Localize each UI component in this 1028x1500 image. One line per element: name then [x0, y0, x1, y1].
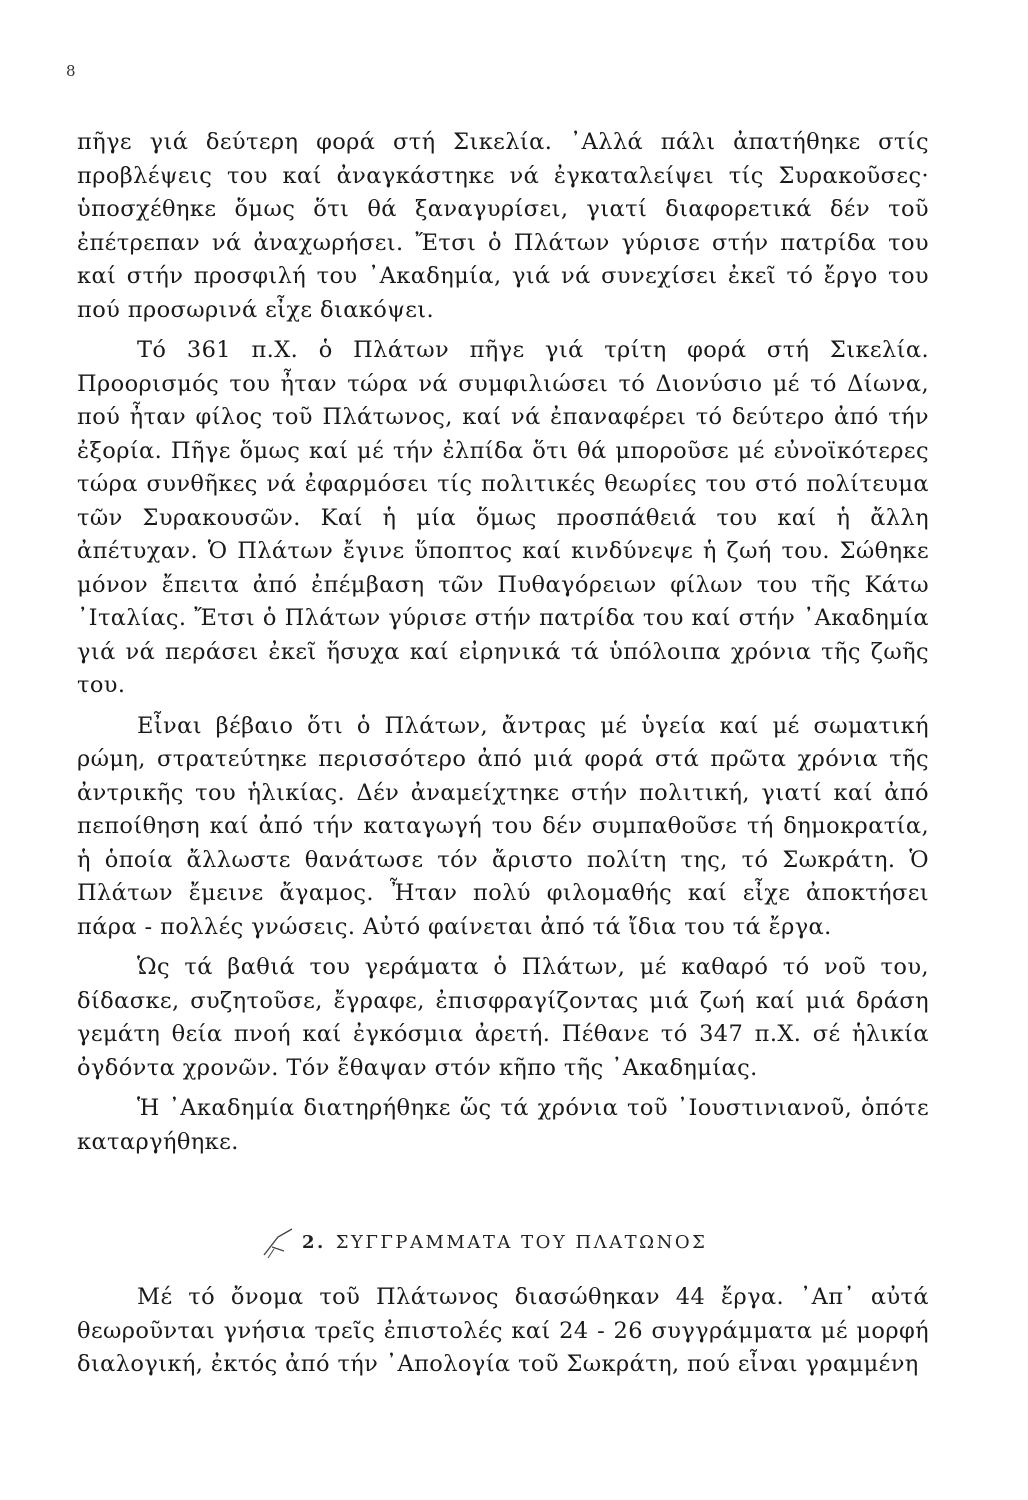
paragraph-1: πῆγε γιά δεύτερη φορά στή Σικελία. ᾽Αλλά πάλι ἀπατήθηκε στίς προβλέψεις του καί ἀναγκάστηκε νά ἐγκαταλείψει τίς Συρακοῦσες· ὑποσχέθηκε ὅμως ὅτι θά ξαναγυρίσει, γιατί διαφορετικά δέν τοῦ ἐπέτρεπαν νά ἀναχωρήσει. Ἔτσι ὁ Πλάτων γύρισε στήν πατρίδα του καί στήν προσφιλή του ᾽Ακαδημία, γιά νά συνεχίσει ἐκεῖ τό ἔργο του πού προσωρινά εἶχε διακόψει.: [77, 129, 929, 323]
section-title: ΣΥΓΓΡΑΜΜΑΤΑ ΤΟΥ ΠΛΑΤΩΝΟΣ: [335, 1231, 708, 1253]
section-number: 2.: [302, 1231, 326, 1253]
page-number: 8: [66, 62, 76, 80]
section-body: [77, 1281, 929, 1389]
section-heading: [262, 1225, 822, 1259]
body-text: [77, 126, 929, 1166]
paragraph-6: Μέ τό ὄνομα τοῦ Πλάτωνος διασώθηκαν 44 ἔργα. ᾽Απ᾽ αὐτά θεωροῦνται γνήσια τρεῖς ἐπιστολές καί 24 - 26 συγγράμματα μέ μορφή διαλογική, ἐκτός ἀπό τήν ᾽Απολογία τοῦ Σωκράτη, πού εἶναι γραμμένη: [77, 1284, 929, 1377]
paragraph-4: Ὡς τά βαθιά του γεράματα ὁ Πλάτων, μέ καθαρό τό νοῦ του, δίδασκε, συζητοῦσε, ἔγραφε, ἐπισφραγίζοντας μιά ζωή καί μιά δράση γεμάτη θεία πνοή καί ἐγκόσμια ἀρετή. Πέθανε τό 347 π.Χ. σέ ἡλικία ὀγδόντα χρονῶν. Τόν ἔθαψαν στόν κῆπο τῆς ᾽Ακαδημίας.: [77, 954, 929, 1081]
paragraph-5: Ἡ ᾽Ακαδημία διατηρήθηκε ὥς τά χρόνια τοῦ ᾽Ιουστινιανοῦ, ὁπότε καταργήθηκε.: [77, 1095, 929, 1155]
pen-mark-icon: [262, 1225, 296, 1259]
paragraph-2: Τό 361 π.Χ. ὁ Πλάτων πῆγε γιά τρίτη φορά στή Σικελία. Προορισμός του ἦταν τώρα νά συμφιλιώσει τό Διονύσιο μέ τό Δίωνα, πού ἦταν φίλος τοῦ Πλάτωνος, καί νά ἐπαναφέρει τό δεύτερο ἀπό τήν ἐξορία. Πῆγε ὅμως καί μέ τήν ἐλπίδα ὅτι θά μποροῦσε μέ εὐνοϊκότερες τώρα συνθῆκες νά ἐφαρμόσει τίς πολιτικές θεωρίες του στό πολίτευμα τῶν Συρακουσῶν. Καί ἡ μία ὅμως προσπάθειά του καί ἡ ἄλλη ἀπέτυχαν. Ὁ Πλάτων ἔγινε ὕποπτος καί κινδύνεψε ἡ ζωή του. Σώθηκε μόνον ἔπειτα ἀπό ἐπέμβαση τῶν Πυθαγόρειων φίλων του τῆς Κάτω ᾽Ιταλίας. Ἔτσι ὁ Πλάτων γύρισε στήν πατρίδα του καί στήν ᾽Ακαδημία γιά νά περάσει ἐκεῖ ἥσυχα καί εἰρηνικά τά ὑπόλοιπα χρόνια τῆς ζωῆς του.: [77, 337, 929, 698]
paragraph-3: Εἶναι βέβαιο ὅτι ὁ Πλάτων, ἄντρας μέ ὑγεία καί μέ σωματική ρώμη, στρατεύτηκε περισσότερο ἀπό μιά φορά στά πρῶτα χρόνια τῆς ἀντρικῆς του ἡλικίας. Δέν ἀναμείχτηκε στήν πολιτική, γιατί καί ἀπό πεποίθηση καί ἀπό τήν καταγωγή του δέν συμπαθοῦσε τή δημοκρατία, ἡ ὁποία ἄλλωστε θανάτωσε τόν ἄριστο πολίτη της, τό Σωκράτη. Ὁ Πλάτων ἔμεινε ἄγαμος. Ἦταν πολύ φιλομαθής καί εἶχε ἀποκτήσει πάρα - πολλές γνώσεις. Αὐτό φαίνεται ἀπό τά ἴδια του τά ἔργα.: [77, 712, 929, 940]
